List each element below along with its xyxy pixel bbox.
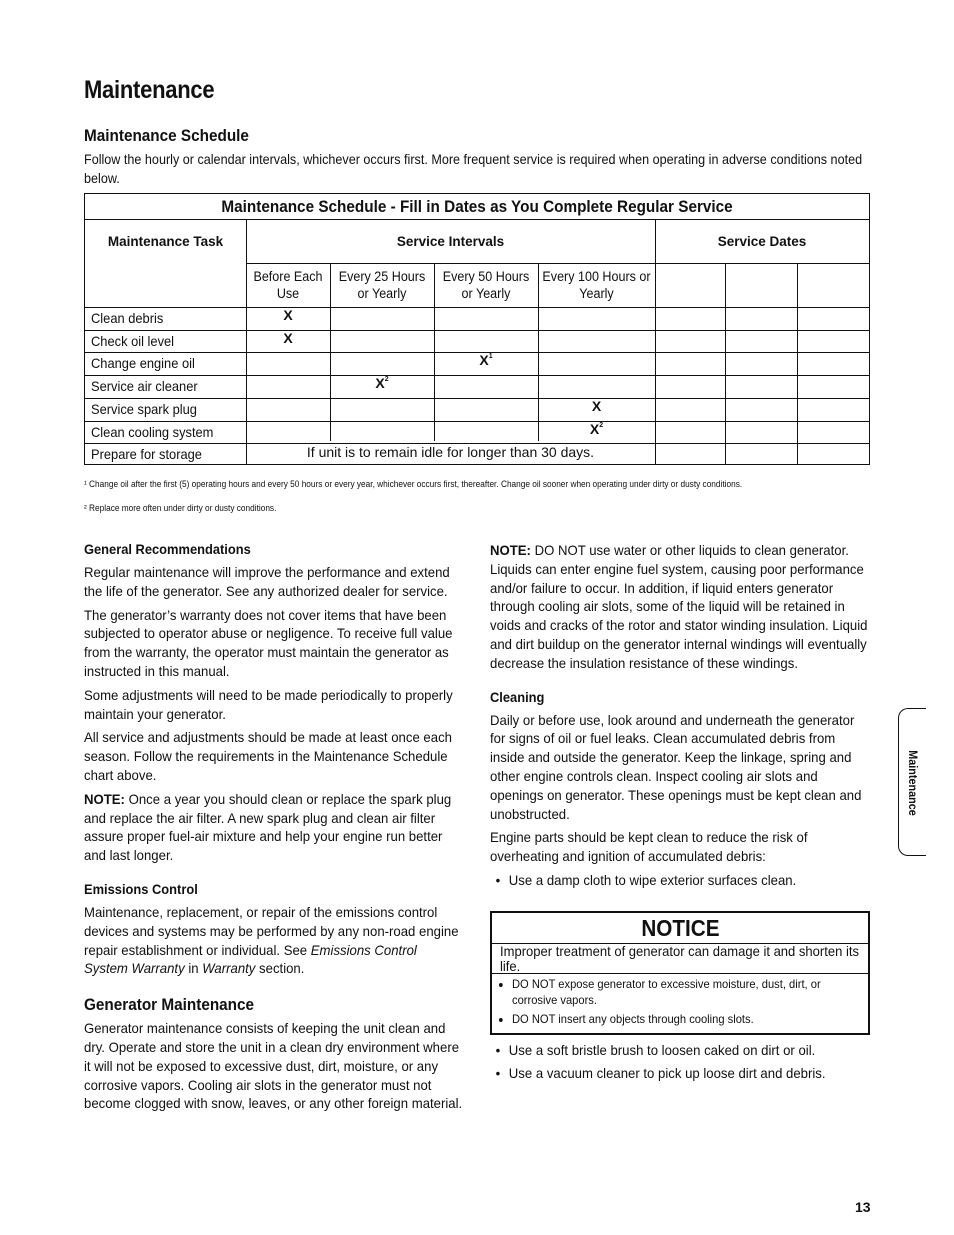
page-number: 13 <box>855 1199 871 1215</box>
interval-label: Before Each Use <box>253 269 323 301</box>
interval-header <box>330 263 434 307</box>
maintenance-schedule-table <box>84 193 870 465</box>
bullet-bristle-brush: • Use a soft bristle brush to loosen caked on dirt or oil. <box>490 1041 889 1060</box>
mark-text: X <box>589 420 600 437</box>
interval-label: Every 50 Hours or Yearly <box>442 269 530 301</box>
general-p2: The generator’s warranty does not cover items that have been subjected to operator abuse or negligence. To receive full value from the warranty, the operator must maintain the generator as instructed in this manual. <box>84 606 453 679</box>
mark-text: X <box>375 375 385 392</box>
table-title: Maintenance Schedule - Fill in Dates as You Complete Regular Service <box>85 194 869 220</box>
general-p3: Some adjustments will need to be made periodically to properly maintain your generator. <box>84 686 453 722</box>
mark-text: X <box>591 397 602 414</box>
service-mark <box>538 421 655 437</box>
col-header-intervals: Service Intervals <box>396 233 505 249</box>
right-column-bullets <box>490 1041 870 1083</box>
footnote-2: ² Replace more often under dirty or dusty conditions. <box>84 503 277 513</box>
cleaning-p2: Engine parts should be kept clean to reduce the risk of overheating and ignition of accumulated debris: <box>490 829 808 865</box>
cleaning-title: Cleaning <box>490 688 545 705</box>
grid-line <box>85 421 869 422</box>
generator-maintenance-text: Generator maintenance consists of keeping the unit clean and dry. Operate and store the unit in a clean dry environment where it will not be exposed to excessive dust, dirt, moisture, or any corrosive vapors. Cooling air slots in the generator must not become clogged with snow, leaves, or any other foreign material. <box>84 1020 463 1112</box>
schedule-intro: Follow the hourly or calendar intervals, whichever occurs first. More frequent service is required when operating in adverse conditions noted below. <box>84 151 863 186</box>
row-task-label: Service spark plug <box>91 400 197 417</box>
mark-text: X <box>283 329 293 346</box>
emissions-text: Maintenance, replacement, or repair of the emissions control devices and systems may be performed by any non-road engine repair establishment or individual. See Emissions Control System Warranty in Warranty section. <box>84 903 459 977</box>
grid-line <box>655 263 869 264</box>
row-task-label: Check oil level <box>91 332 175 349</box>
notice-lead: Improper treatment of generator can damage it and shorten its life. <box>492 944 868 974</box>
service-mark <box>246 307 330 323</box>
interval-label: Every 25 Hours or Yearly <box>338 269 426 301</box>
service-mark <box>246 330 330 346</box>
service-mark <box>330 375 434 391</box>
emissions-control-title: Emissions Control <box>84 880 198 897</box>
interval-header <box>246 263 330 307</box>
grid-line <box>797 263 798 464</box>
bullet-vacuum: • Use a vacuum cleaner to pick up loose dirt and debris. <box>490 1064 889 1083</box>
notice-item: • DO NOT expose generator to excessive moisture, dust, dirt, or corrosive vapors. <box>512 977 856 1008</box>
col-header-task: Maintenance Task <box>107 233 224 249</box>
grid-line <box>85 375 869 376</box>
bullet-damp-cloth: • Use a damp cloth to wipe exterior surfaces clean. <box>490 871 889 890</box>
grid-line <box>725 263 726 464</box>
grid-line <box>85 330 869 331</box>
side-tab-maintenance: Maintenance <box>898 708 926 856</box>
mark-footnote-ref: 1 <box>488 353 493 361</box>
mark-footnote-ref: 2 <box>599 421 604 429</box>
interval-header <box>538 263 655 307</box>
mark-text: X <box>479 352 489 369</box>
row-task-label: Clean cooling system <box>91 423 214 440</box>
grid-line <box>85 307 869 308</box>
row-task-label: Service air cleaner <box>91 378 198 395</box>
notice-title: NOTICE <box>492 913 868 944</box>
section-title-maintenance-schedule: Maintenance Schedule <box>84 126 249 145</box>
general-note: NOTE: Once a year you should clean or replace the spark plug and replace the air filter. A new spark plug and clean air filter assure proper fuel-air mixture and help your engine run better and last longer. <box>84 790 452 864</box>
general-p1: Regular maintenance will improve the performance and extend the life of the generator. See any authorized dealer for service. <box>84 564 450 599</box>
right-column <box>490 541 870 890</box>
general-p4: All service and adjustments should be made at least once each season. Follow the requirements in the Maintenance Schedule chart above. <box>84 729 452 783</box>
service-mark <box>434 352 538 368</box>
grid-line <box>655 219 656 464</box>
interval-header <box>434 263 538 307</box>
grid-line <box>85 398 869 399</box>
generator-maintenance-title: Generator Maintenance <box>84 995 255 1015</box>
row-task-label: Prepare for storage <box>91 446 202 463</box>
notice-item: • DO NOT insert any objects through cooling slots. <box>512 1012 856 1028</box>
water-note: NOTE: DO NOT use water or other liquids to clean generator. Liquids can enter engine fuel system, causing poor performance and/or failure to occur. In addition, if liquid enters generator through cooling air slots, some of the liquid will be retained in voids and cracks of the rotor and stator winding insulation. Liquid and dirt buildup on the generator internal windings will eventually decrease the insulation resistance of these windings. <box>490 542 868 671</box>
mark-footnote-ref: 2 <box>384 376 389 384</box>
service-mark <box>538 398 655 414</box>
notice-box <box>490 911 870 1035</box>
row-task-label: Change engine oil <box>91 355 195 372</box>
cleaning-p1: Daily or before use, look around and underneath the generator for signs of oil or fuel leaks. Clean accumulated debris from inside and outside the generator. Keep the linkage, spring and other engine controls clean. Inspect cooling air slots and openings on generator. These openings must be kept clean and unobstructed. <box>490 711 862 822</box>
footnote-1: ¹ Change oil after the first (5) operating hours and every 50 hours or every year, whichever occurs first, thereafter. Change oil sooner when operating under dirty or dusty conditions. <box>84 479 743 489</box>
storage-note: If unit is to remain idle for longer than 30 days. <box>306 444 595 461</box>
page-heading: Maintenance <box>84 76 215 104</box>
row-task-label: Clean debris <box>91 310 164 326</box>
interval-label: Every 100 Hours or Yearly <box>542 269 651 301</box>
mark-text: X <box>283 307 293 323</box>
left-column <box>84 541 464 1118</box>
general-recommendations-title: General Recommendations <box>84 541 251 557</box>
col-header-dates: Service Dates <box>717 233 807 249</box>
notice-list <box>492 977 868 1028</box>
